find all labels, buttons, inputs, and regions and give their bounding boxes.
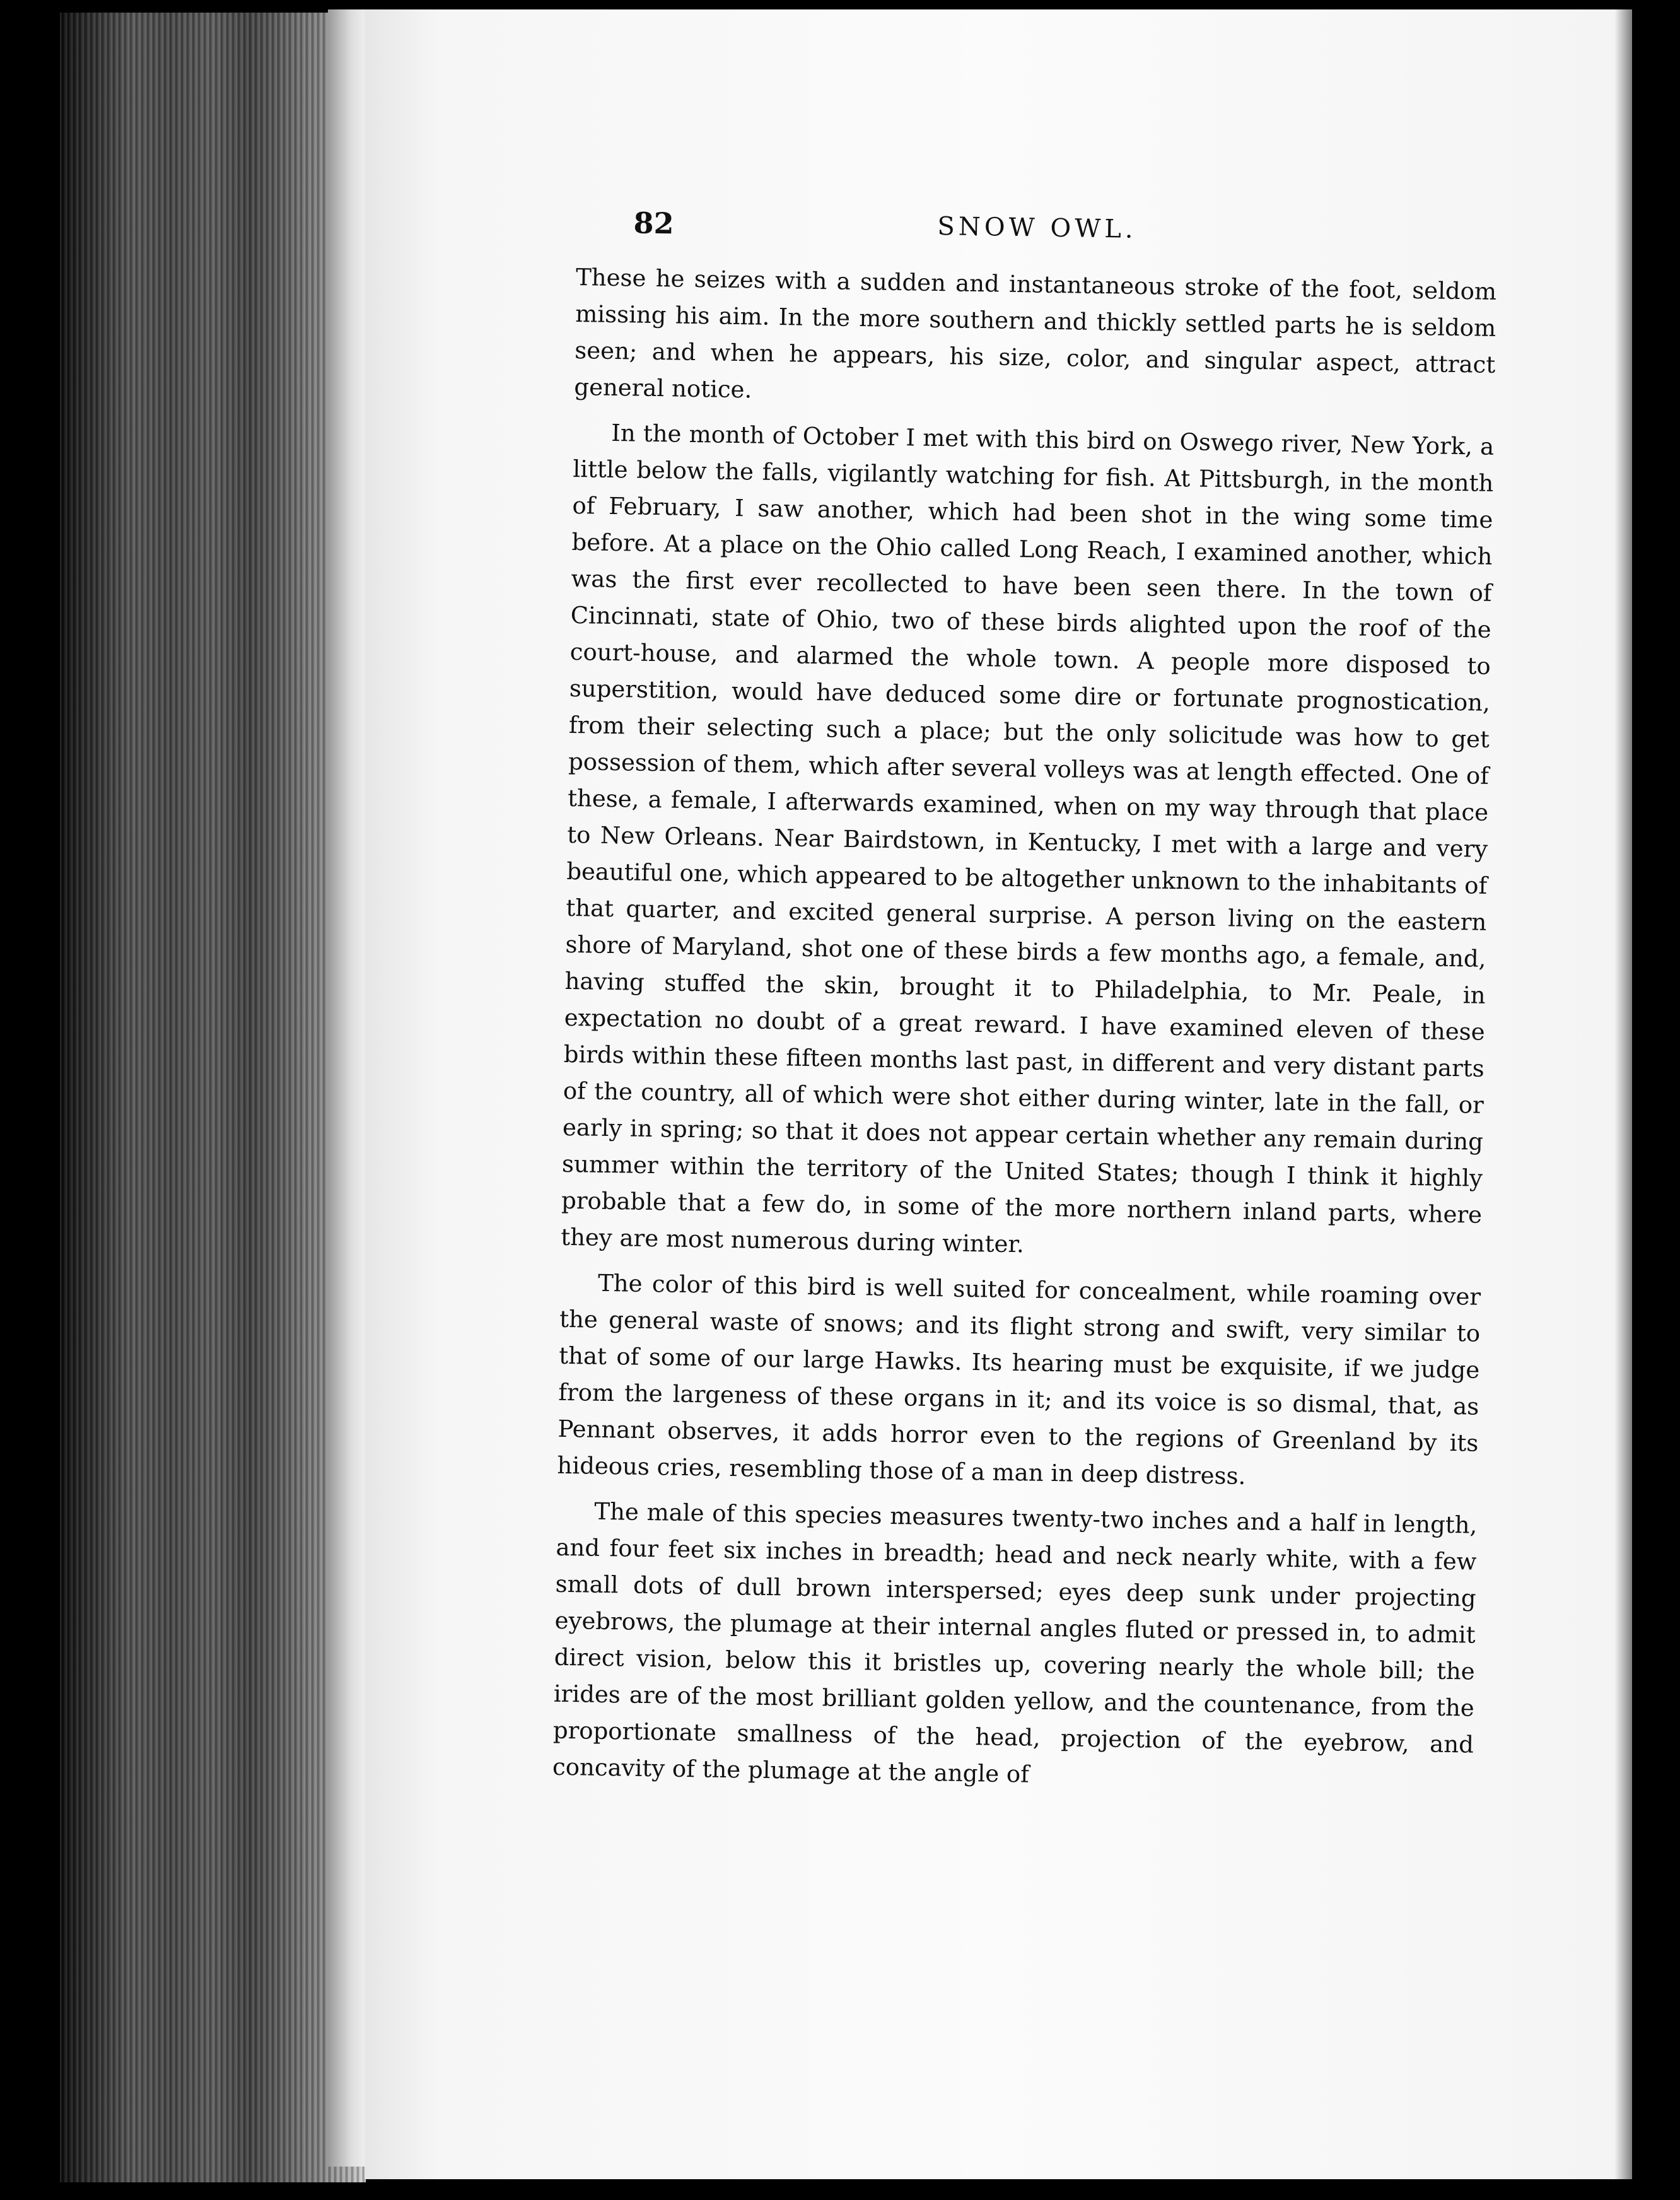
- page-right-shadow: [1614, 9, 1646, 2179]
- paragraph-3: The color of this bird is well suited for concealment, while roaming over the general waste of snows; and its flight strong and swift, very similar to that of some of our large Hawks. Its hearing must be exquisite, if we judge from the largeness of these organs in it; and its voice is so dismal, that, as Pennant observes, it adds horror even to the regions of Greenland by its hideous cries, resembling those of a man in deep distress.: [557, 1269, 1481, 1490]
- book-page-edges: [60, 13, 366, 2182]
- text-block: [552, 205, 1497, 1809]
- paragraph-4: The male of this species measures twenty-two inches and a half in length, and four feet six inches in breadth; head and neck nearly white, with a few small dots of dull brown interspersed; eyes deep sunk under projecting eyebrows, the plumage at their internal angles fluted or pressed in, to admit direct vision, below this it bristles up, covering nearly the whole bill; the irides are of the most brilliant golden yellow, and the countenance, from the proportionate smallness of the head, projection of the eyebrow, and concavity of the plumage at the angle of: [552, 1497, 1478, 1788]
- page-heading: SNOW OWL.: [937, 211, 1137, 244]
- paragraph-2: In the month of October I met with this bird on Oswego river, New York, a little below the falls, vigilantly watching for fish. At Pittsburgh, in the month of February, I saw another, which had been shot in the wing some time before. At a place on the Ohio called Long Reach, I examined another, which was the first ever recollected to have been seen there. In the town of Cincinnati, state of Ohio, two of these birds alighted upon the roof of the court-house, and alarmed the whole town. A people more disposed to superstition, would have deduced some dire or fortunate prognostication, from their selecting such a place; but the only solicitude was how to get possession of them, which after several volleys was at length effected. One of these, a female, I afterwards examined, when on my way through that place to New Orleans. Near Bairdstown, in Kentucky, I met with a large and very beautiful one, which appeared to be altogether unknown to the inhabitants of that quarter, and excited general surprise. A person living on the eastern shore of Maryland, shot one of these birds a few months ago, a female, and, having stuffed the skin, brought it to Philadelphia, to Mr. Peale, in expectation no doubt of a great reward. I have examined eleven of these birds within these fifteen months last past, in different and very distant parts of the country, all of which were shot either during winter, late in the fall, or early in spring; so that it does not appear certain whether any remain during summer within the territory of the United States; though I think it highly probable that a few do, in some of the more northern inland parts, where they are most numerous during winter.: [560, 419, 1495, 1258]
- page-gutter: [328, 9, 366, 2167]
- paragraph-1: These he seizes with a sudden and instantaneous stroke of the foot, seldom missing his aim. In the more southern and thickly settled parts he is seldom seen; and when he appears, his size, color, and singular aspect, attract general notice.: [574, 263, 1497, 404]
- page-number: 82: [633, 206, 674, 241]
